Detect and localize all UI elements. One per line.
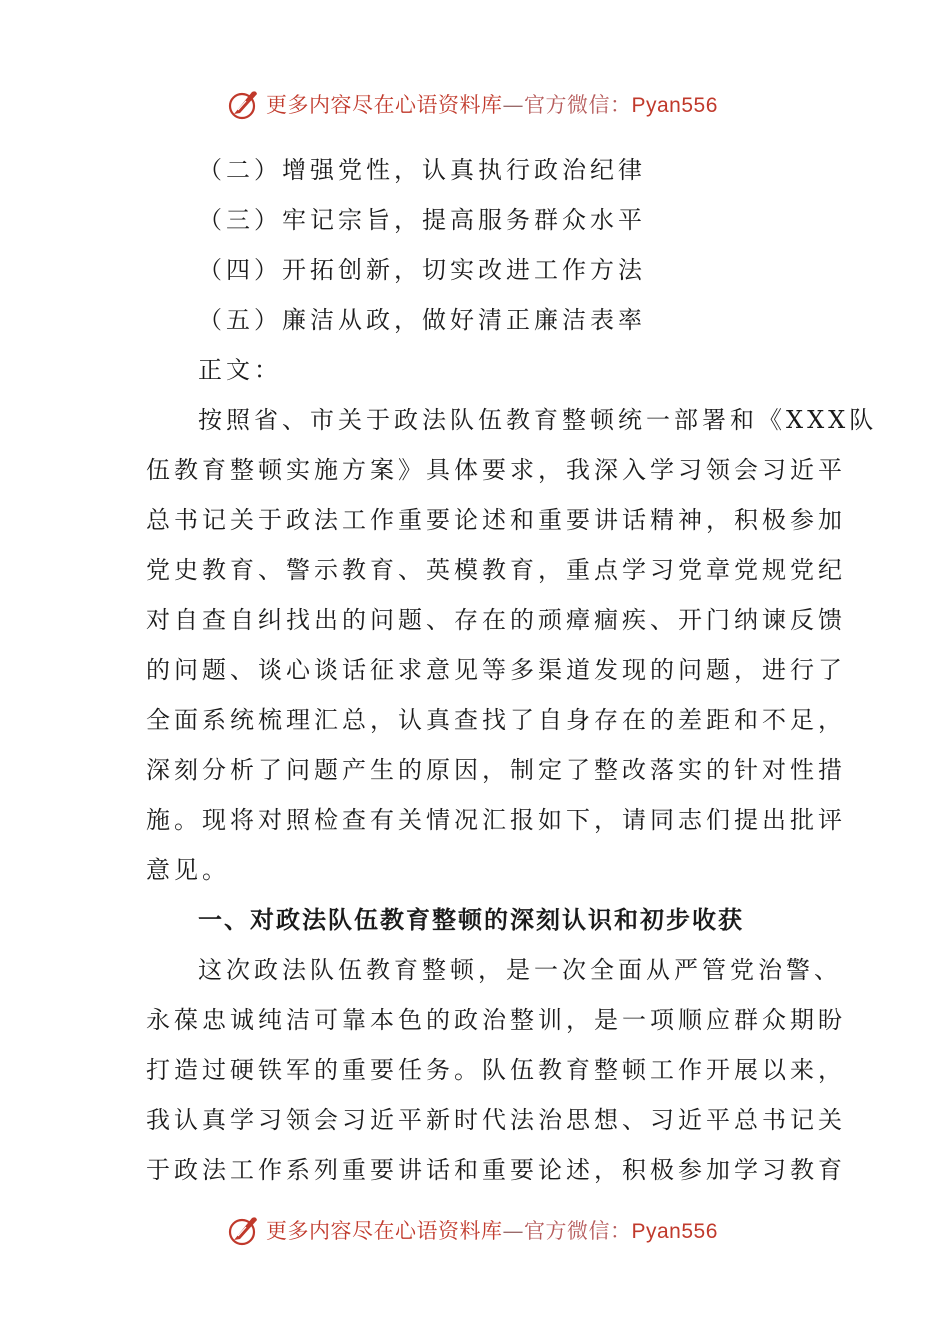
text-line: 打造过硬铁军的重要任务。队伍教育整顿工作开展以来， [146, 1056, 846, 1084]
paragraph-1 [146, 395, 878, 895]
text-line: 的问题、谈心谈话征求意见等多渠道发现的问题，进行了 [146, 656, 846, 684]
text-line: 于政法工作系列重要讲话和重要论述，积极参加学习教育 [146, 1156, 846, 1184]
text-line: 这次政法队伍教育整顿，是一次全面从严管党治警、 [198, 956, 842, 984]
text-line: 施。现将对照检查有关情况汇报如下，请同志们提出批评 [146, 806, 846, 834]
banner-separator: — [502, 1219, 524, 1243]
wechat-label: 官方微信： [524, 93, 632, 117]
header-banner [226, 84, 718, 124]
banner-text [266, 1215, 718, 1245]
outline-item: （四）开拓创新，切实改进工作方法 [198, 256, 646, 284]
outline-item: （三）牢记宗旨，提高服务群众水平 [198, 206, 646, 234]
section-heading: 一、对政法队伍教育整顿的深刻认识和初步收获 [198, 905, 744, 934]
banner-text [266, 89, 718, 119]
wechat-label: 官方微信： [524, 1219, 632, 1243]
quill-pen-logo-icon [226, 1212, 262, 1248]
text-line: 对自查自纠找出的问题、存在的顽瘴痼疾、开门纳谏反馈 [146, 606, 846, 634]
document-body [146, 145, 878, 1195]
text-line: 党史教育、警示教育、英模教育，重点学习党章党规党纪 [146, 556, 846, 584]
wechat-id: Pyan556 [631, 1220, 718, 1243]
text-line: 我认真学习领会习近平新时代法治思想、习近平总书记关 [146, 1106, 846, 1134]
text-line: 全面系统梳理汇总，认真查找了自身存在的差距和不足， [146, 706, 846, 734]
paragraph-2 [146, 945, 846, 1195]
text-line: 伍教育整顿实施方案》具体要求，我深入学习领会习近平 [146, 456, 846, 484]
outline-item: （五）廉洁从政，做好清正廉洁表率 [198, 306, 646, 334]
wechat-id: Pyan556 [631, 94, 718, 117]
text-line: 总书记关于政法工作重要论述和重要讲话精神，积极参加 [146, 506, 846, 534]
quill-pen-logo-icon [226, 86, 262, 122]
outline-item: （二）增强党性，认真执行政治纪律 [198, 156, 646, 184]
text-line: 深刻分析了问题产生的原因，制定了整改落实的针对性措 [146, 756, 846, 784]
banner-separator: — [502, 93, 524, 117]
text-line: 意见。 [146, 856, 230, 884]
site-name: 更多内容尽在心语资料库 [266, 1219, 503, 1243]
footer-banner [226, 1210, 718, 1250]
text-line: 按照省、市关于政法队伍教育整顿统一部署和《XXX队 [198, 406, 878, 434]
site-name: 更多内容尽在心语资料库 [266, 93, 503, 117]
body-label: 正文： [198, 356, 282, 384]
text-line: 永葆忠诚纯洁可靠本色的政治整训，是一项顺应群众期盼 [146, 1006, 846, 1034]
